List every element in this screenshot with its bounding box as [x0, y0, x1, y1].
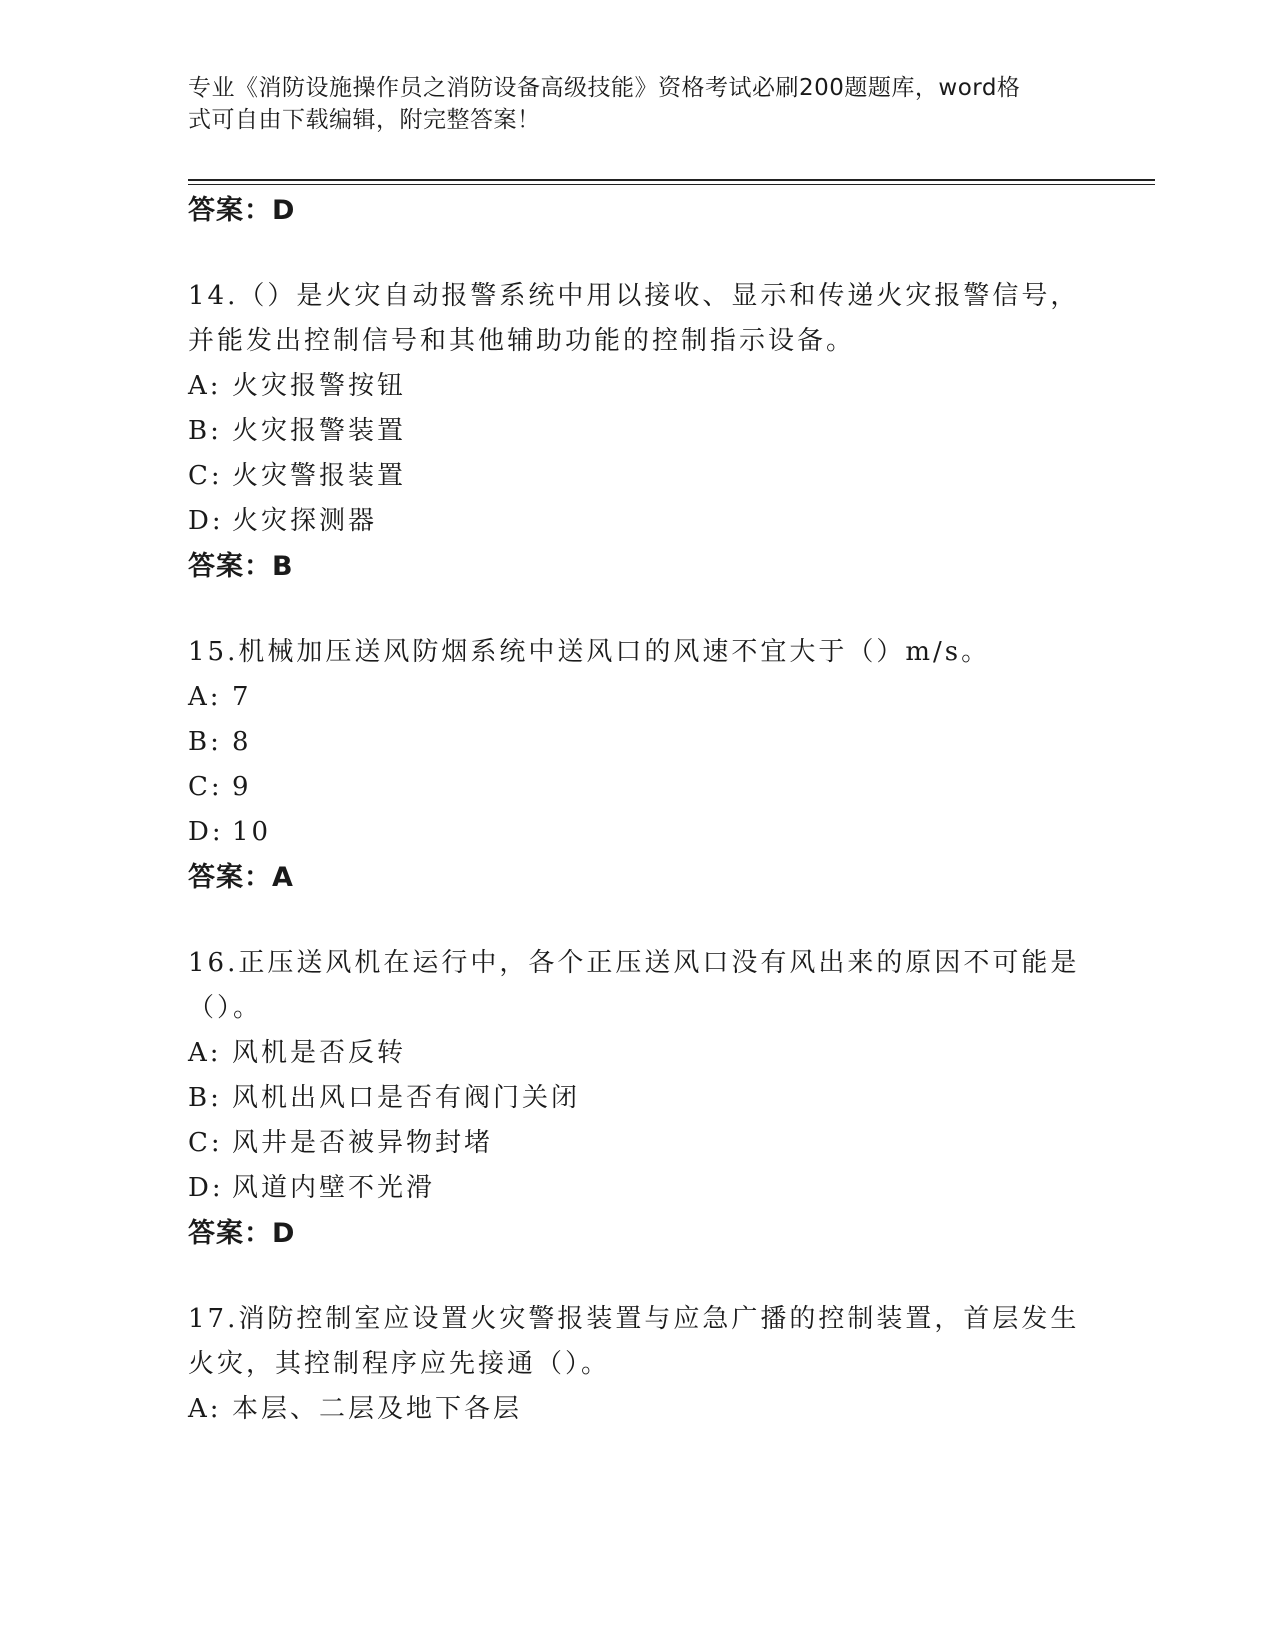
answer-label: 答案：	[188, 1218, 272, 1249]
option-a	[188, 364, 1088, 409]
answer-line	[188, 1211, 1088, 1257]
option-text: 9	[232, 772, 252, 802]
answer-label: 答案：	[188, 551, 272, 582]
option-text: 风机出风口是否有阀门关闭	[232, 1083, 581, 1113]
option-letter: B:	[188, 1083, 222, 1113]
question-text-line-1: 消防控制室应设置火灾警报装置与应急广播的控制装置，首层发生	[238, 1304, 1080, 1334]
option-d	[188, 810, 1088, 855]
option-letter: D:	[188, 1173, 224, 1203]
option-text: 8	[232, 727, 252, 757]
answer-value: B	[272, 551, 294, 582]
answer-value: D	[272, 195, 296, 226]
header-title-line-1: 专业《消防设施操作员之消防设备高级技能》资格考试必刷200题题库，word格	[188, 75, 1021, 101]
option-b	[188, 409, 1088, 454]
question-number: 15.	[188, 637, 239, 667]
option-text: 风道内壁不光滑	[232, 1173, 436, 1203]
option-a	[188, 1387, 1088, 1432]
question-text-line-2: 火灾，其控制程序应先接通（）。	[188, 1349, 611, 1379]
option-letter: C:	[188, 461, 223, 491]
header-divider-thin	[188, 184, 1155, 185]
answer-value: D	[272, 1218, 296, 1249]
option-letter: A:	[188, 682, 222, 712]
option-a	[188, 1031, 1088, 1076]
option-b	[188, 1076, 1088, 1121]
question-number: 14.	[188, 281, 239, 311]
option-text: 本层、二层及地下各层	[232, 1394, 523, 1424]
document-header	[188, 72, 1068, 136]
question-text	[188, 941, 1088, 1031]
option-c	[188, 1121, 1088, 1166]
question-text-line-1: 正压送风机在运行中，各个正压送风口没有风出来的原因不可能是	[238, 948, 1080, 978]
option-letter: C:	[188, 772, 223, 802]
spacer	[188, 901, 1088, 941]
answer-line	[188, 855, 1088, 901]
answer-line	[188, 544, 1088, 590]
option-letter: B:	[188, 416, 222, 446]
question-text-line-2: （）。	[188, 993, 263, 1023]
option-c	[188, 454, 1088, 499]
option-d	[188, 499, 1088, 544]
option-letter: A:	[188, 371, 222, 401]
question-text	[188, 630, 1088, 675]
header-divider-thick	[188, 179, 1155, 181]
question-16	[188, 941, 1088, 1257]
answer-label: 答案：	[188, 195, 272, 226]
option-text: 7	[232, 682, 252, 712]
spacer	[188, 234, 1088, 274]
question-number: 16.	[188, 948, 239, 978]
option-letter: D:	[188, 506, 224, 536]
spacer	[188, 1257, 1088, 1297]
option-letter: A:	[188, 1394, 222, 1424]
option-text: 火灾警报装置	[232, 461, 407, 491]
question-list	[188, 188, 1088, 1432]
question-17	[188, 1297, 1088, 1432]
question-15	[188, 630, 1088, 901]
spacer	[188, 590, 1088, 630]
option-b	[188, 720, 1088, 765]
option-text: 火灾报警装置	[232, 416, 407, 446]
question-text	[188, 1297, 1088, 1387]
option-c	[188, 765, 1088, 810]
option-d	[188, 1166, 1088, 1211]
option-a	[188, 675, 1088, 720]
question-text-line-2: 并能发出控制信号和其他辅助功能的控制指示设备。	[188, 326, 856, 356]
option-text: 风机是否反转	[232, 1038, 407, 1068]
answer-line-prev	[188, 188, 1088, 234]
option-letter: D:	[188, 817, 224, 847]
answer-value: A	[272, 862, 294, 893]
question-14	[188, 274, 1088, 590]
option-text: 火灾报警按钮	[232, 371, 407, 401]
question-number: 17.	[188, 1304, 239, 1334]
answer-label: 答案：	[188, 862, 272, 893]
header-title-line-2: 式可自由下载编辑，附完整答案！	[188, 107, 541, 133]
option-letter: C:	[188, 1128, 223, 1158]
option-text: 火灾探测器	[232, 506, 378, 536]
question-text-line-1: （）是火灾自动报警系统中用以接收、显示和传递火灾报警信号，	[238, 281, 1080, 311]
question-text-line-1: 机械加压送风防烟系统中送风口的风速不宜大于（）m/s。	[238, 637, 991, 667]
option-text: 风井是否被异物封堵	[232, 1128, 494, 1158]
option-letter: B:	[188, 727, 222, 757]
option-letter: A:	[188, 1038, 222, 1068]
question-text	[188, 274, 1088, 364]
option-text: 10	[232, 817, 272, 847]
